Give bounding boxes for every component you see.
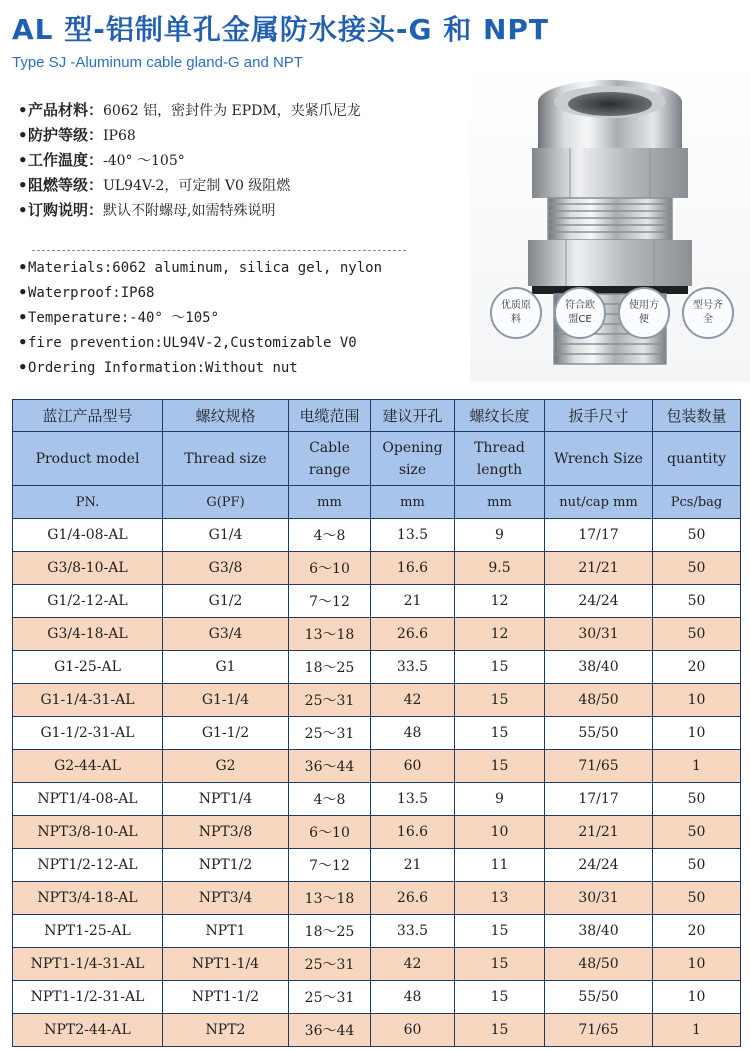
header-cell: mm — [371, 486, 455, 519]
table-row — [13, 552, 741, 585]
table-cell: G3/8-10-AL — [13, 552, 163, 585]
spec-key: 产品材料： — [28, 101, 104, 119]
spec-line — [18, 123, 458, 148]
bullet-icon: • — [18, 358, 28, 376]
spec-key: fire prevention: — [28, 335, 163, 351]
table-cell: G1/2-12-AL — [13, 585, 163, 618]
header-cell: 蓝江产品型号 — [13, 400, 163, 432]
table-cell: 42 — [371, 948, 455, 981]
spec-list — [18, 98, 458, 380]
table-cell: 13.5 — [371, 519, 455, 552]
table-cell: G1-25-AL — [13, 651, 163, 684]
table-cell: 15 — [455, 948, 545, 981]
spec-key: Ordering Information: — [28, 360, 206, 376]
table-row — [13, 915, 741, 948]
table-cell: 48 — [371, 717, 455, 750]
spec-line — [18, 330, 458, 355]
table-cell: NPT3/8-10-AL — [13, 816, 163, 849]
table-cell: 20 — [653, 651, 741, 684]
table-cell: 50 — [653, 816, 741, 849]
table-cell: 1 — [653, 750, 741, 783]
table-cell: G2 — [163, 750, 289, 783]
table-cell: G1 — [163, 651, 289, 684]
table-cell: 15 — [455, 717, 545, 750]
table-cell: 71/65 — [545, 750, 653, 783]
table-cell: 50 — [653, 585, 741, 618]
bullet-icon: • — [18, 126, 28, 144]
spec-line — [18, 280, 458, 305]
table-cell: 71/65 — [545, 1014, 653, 1047]
table-cell: 15 — [455, 651, 545, 684]
spec-value: IP68 — [103, 128, 136, 144]
table-cell: 17/17 — [545, 519, 653, 552]
header-cell: PN. — [13, 486, 163, 519]
table-cell: 50 — [653, 618, 741, 651]
table-cell: 4～8 — [289, 783, 371, 816]
spec-list-english — [18, 255, 458, 380]
table-cell: G1/2 — [163, 585, 289, 618]
table-cell: NPT3/4-18-AL — [13, 882, 163, 915]
table-header-chinese — [13, 400, 741, 432]
table-cell: 36～44 — [289, 750, 371, 783]
table-cell: 25～31 — [289, 981, 371, 1014]
specification-table — [12, 399, 741, 1047]
table-cell: 25～31 — [289, 717, 371, 750]
table-cell: 11 — [455, 849, 545, 882]
spec-value: UL94V-2，可定制 V0 级阻燃 — [103, 178, 291, 194]
table-cell: G1-1/4-31-AL — [13, 684, 163, 717]
table-cell: 13.5 — [371, 783, 455, 816]
table-cell: 9.5 — [455, 552, 545, 585]
table-cell: 15 — [455, 981, 545, 1014]
spec-line — [18, 173, 458, 198]
table-cell: 7～12 — [289, 849, 371, 882]
table-cell: 10 — [653, 684, 741, 717]
table-row — [13, 882, 741, 915]
table-cell: 15 — [455, 684, 545, 717]
table-cell: NPT2 — [163, 1014, 289, 1047]
spec-value: -40° ～105° — [103, 153, 185, 169]
table-cell: 15 — [455, 750, 545, 783]
table-header-english — [13, 432, 741, 486]
spec-line — [18, 355, 458, 380]
table-cell: 12 — [455, 618, 545, 651]
page-title: AL 型-铝制单孔金属防水接头-G 和 NPT — [12, 13, 550, 46]
table-row — [13, 783, 741, 816]
table-cell: NPT1 — [163, 915, 289, 948]
table-cell: 50 — [653, 882, 741, 915]
table-cell: 25～31 — [289, 948, 371, 981]
table-cell: 55/50 — [545, 717, 653, 750]
table-cell: 10 — [653, 981, 741, 1014]
header-cell: 建议开孔 — [371, 400, 455, 432]
bullet-icon: • — [18, 258, 28, 276]
table-cell: G1/4 — [163, 519, 289, 552]
header-cell: Wrench Size — [545, 432, 653, 486]
table-cell: NPT1-1/4 — [163, 948, 289, 981]
spec-value: IP68 — [120, 285, 155, 301]
spec-list-chinese — [18, 98, 458, 223]
header-cell: Thread size — [163, 432, 289, 486]
table-cell: 6～10 — [289, 552, 371, 585]
spec-key: 订购说明： — [28, 201, 104, 219]
spec-line — [18, 148, 458, 173]
table-cell: 42 — [371, 684, 455, 717]
table-cell: 20 — [653, 915, 741, 948]
table-cell: 50 — [653, 849, 741, 882]
table-cell: 13 — [455, 882, 545, 915]
table-cell: 1 — [653, 1014, 741, 1047]
table-cell: 33.5 — [371, 915, 455, 948]
table-cell: NPT3/4 — [163, 882, 289, 915]
table-cell: 48 — [371, 981, 455, 1014]
bullet-icon: • — [18, 201, 28, 219]
header-cell: mm — [289, 486, 371, 519]
table-cell: G3/4 — [163, 618, 289, 651]
spec-key: Materials: — [28, 260, 113, 276]
table-cell: 26.6 — [371, 618, 455, 651]
table-cell: 9 — [455, 519, 545, 552]
table-cell: NPT3/8 — [163, 816, 289, 849]
badge-quality-material: 优质原料 — [490, 287, 542, 339]
dashed-divider — [32, 223, 406, 251]
spec-value: -40° ～105° — [129, 310, 220, 326]
table-cell: 55/50 — [545, 981, 653, 1014]
table-cell: 33.5 — [371, 651, 455, 684]
table-cell: G1-1/4 — [163, 684, 289, 717]
table-cell: G2-44-AL — [13, 750, 163, 783]
table-body — [13, 519, 741, 1047]
spec-line — [18, 198, 458, 223]
table-cell: 60 — [371, 1014, 455, 1047]
spec-key: 工作温度： — [28, 151, 104, 169]
table-cell: 30/31 — [545, 882, 653, 915]
header-cell: G(PF) — [163, 486, 289, 519]
table-cell: G1-1/2-31-AL — [13, 717, 163, 750]
table-row — [13, 1014, 741, 1047]
table-cell: NPT2-44-AL — [13, 1014, 163, 1047]
table-cell: 48/50 — [545, 948, 653, 981]
spec-line — [18, 255, 458, 280]
table-cell: 7～12 — [289, 585, 371, 618]
header-cell: Thread length — [455, 432, 545, 486]
header-cell: 螺纹规格 — [163, 400, 289, 432]
table-cell: 18～25 — [289, 651, 371, 684]
bullet-icon: • — [18, 101, 28, 119]
table-row — [13, 519, 741, 552]
table-cell: 15 — [455, 915, 545, 948]
table-cell: 21 — [371, 585, 455, 618]
table-row — [13, 750, 741, 783]
table-cell: G1-1/2 — [163, 717, 289, 750]
feature-badges — [490, 287, 740, 347]
header-cell: Cable range — [289, 432, 371, 486]
table-row — [13, 948, 741, 981]
table-cell: NPT1/4 — [163, 783, 289, 816]
table-cell: G1/4-08-AL — [13, 519, 163, 552]
table-cell: 13～18 — [289, 882, 371, 915]
table-cell: 25～31 — [289, 684, 371, 717]
table-cell: 38/40 — [545, 915, 653, 948]
table-cell: G3/4-18-AL — [13, 618, 163, 651]
table-row — [13, 618, 741, 651]
table-cell: 24/24 — [545, 849, 653, 882]
table-cell: 36～44 — [289, 1014, 371, 1047]
spec-key: 防护等级： — [28, 126, 104, 144]
header-cell: 包装数量 — [653, 400, 741, 432]
spec-key: Temperature: — [28, 310, 130, 326]
badge-full-range: 型号齐全 — [682, 287, 734, 339]
header-cell: Product model — [13, 432, 163, 486]
table-cell: NPT1/4-08-AL — [13, 783, 163, 816]
page-subtitle: Type SJ -Aluminum cable gland-G and NPT — [12, 54, 303, 71]
spec-line — [18, 305, 458, 330]
table-cell: 50 — [653, 552, 741, 585]
badge-easy-to-use: 使用方便 — [618, 287, 670, 339]
table-cell: 21 — [371, 849, 455, 882]
spec-key: 阻燃等级： — [28, 176, 104, 194]
spec-line — [18, 98, 458, 123]
bullet-icon: • — [18, 333, 28, 351]
table-cell: 21/21 — [545, 816, 653, 849]
header-cell: nut/cap mm — [545, 486, 653, 519]
spec-value: 6062 铝，密封件为 EPDM，夹紧爪尼龙 — [103, 103, 361, 119]
table-cell: NPT1/2 — [163, 849, 289, 882]
header-cell: 电缆范围 — [289, 400, 371, 432]
table-cell: 10 — [653, 717, 741, 750]
table-row — [13, 684, 741, 717]
table-cell: NPT1-1/2-31-AL — [13, 981, 163, 1014]
header-cell: Pcs/bag — [653, 486, 741, 519]
table-cell: 50 — [653, 519, 741, 552]
header-cell: quantity — [653, 432, 741, 486]
table-cell: 21/21 — [545, 552, 653, 585]
bullet-icon: • — [18, 308, 28, 326]
table-cell: 38/40 — [545, 651, 653, 684]
table-cell: 16.6 — [371, 552, 455, 585]
table-cell: 15 — [455, 1014, 545, 1047]
table-cell: 30/31 — [545, 618, 653, 651]
header-cell: 扳手尺寸 — [545, 400, 653, 432]
spec-value: Without nut — [205, 360, 298, 376]
bullet-icon: • — [18, 283, 28, 301]
table-row — [13, 816, 741, 849]
table-cell: 18～25 — [289, 915, 371, 948]
table-cell: NPT1/2-12-AL — [13, 849, 163, 882]
table-cell: 24/24 — [545, 585, 653, 618]
bullet-icon: • — [18, 176, 28, 194]
table-cell: 17/17 — [545, 783, 653, 816]
table-cell: 16.6 — [371, 816, 455, 849]
bullet-icon: • — [18, 151, 28, 169]
table-cell: 9 — [455, 783, 545, 816]
header-cell: mm — [455, 486, 545, 519]
table-cell: NPT1-1/2 — [163, 981, 289, 1014]
table-row — [13, 651, 741, 684]
table-row — [13, 717, 741, 750]
table-header-units — [13, 486, 741, 519]
table-cell: NPT1-25-AL — [13, 915, 163, 948]
table-row — [13, 981, 741, 1014]
table-cell: 50 — [653, 783, 741, 816]
table-cell: 12 — [455, 585, 545, 618]
table-cell: 26.6 — [371, 882, 455, 915]
table-cell: NPT1-1/4-31-AL — [13, 948, 163, 981]
table-cell: 4～8 — [289, 519, 371, 552]
spec-value: UL94V-2,Customizable V0 — [162, 335, 357, 351]
table-cell: 60 — [371, 750, 455, 783]
badge-ce-compliant: 符合欧盟CE — [554, 287, 606, 339]
header-cell: Opening size — [371, 432, 455, 486]
table-cell: G3/8 — [163, 552, 289, 585]
table-cell: 10 — [653, 948, 741, 981]
spec-value: 默认不附螺母,如需特殊说明 — [103, 203, 276, 219]
table-row — [13, 585, 741, 618]
table-cell: 13～18 — [289, 618, 371, 651]
table-row — [13, 849, 741, 882]
spec-value: 6062 aluminum, silica gel, nylon — [112, 260, 383, 276]
header-cell: 螺纹长度 — [455, 400, 545, 432]
table-cell: 10 — [455, 816, 545, 849]
table-cell: 6～10 — [289, 816, 371, 849]
table-cell: 48/50 — [545, 684, 653, 717]
spec-key: Waterproof: — [28, 285, 121, 301]
